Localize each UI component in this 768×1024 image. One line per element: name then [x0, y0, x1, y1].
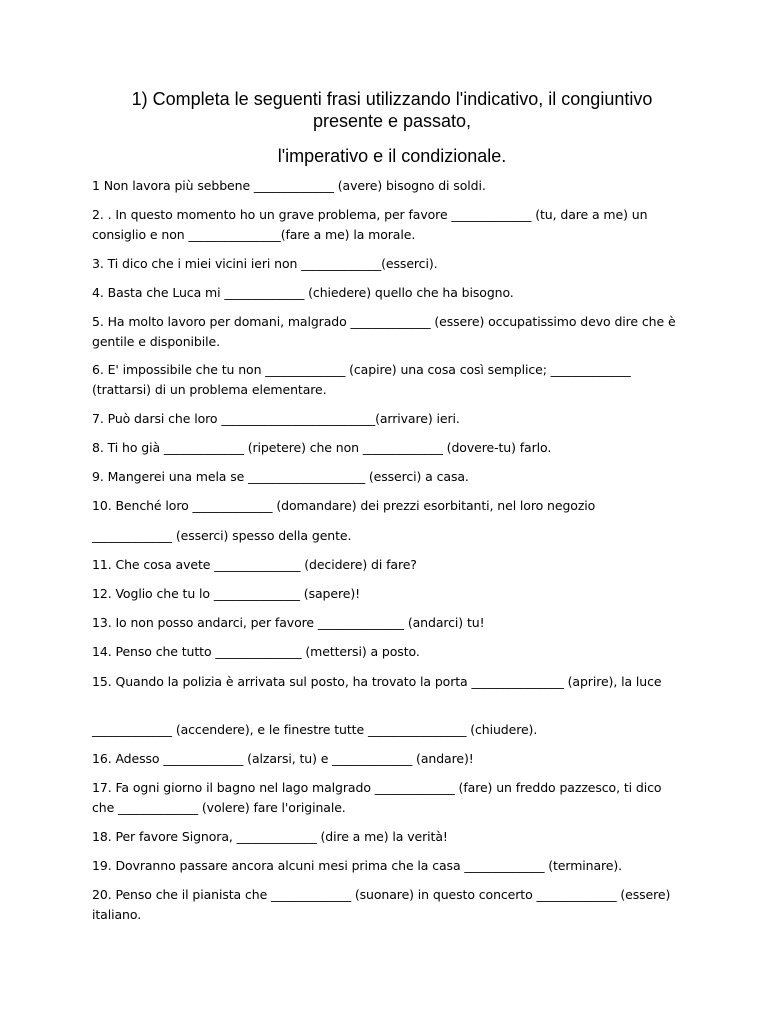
exercise-item-18: 18. Per favore Signora, _____________ (dire a me) la verità! [92, 829, 448, 844]
exercise-item-19: 19. Dovranno passare ancora alcuni mesi prima che la casa _____________ (terminare). [92, 858, 623, 873]
exercise-item-1: 1 Non lavora più sebbene _____________ (avere) bisogno di soldi. [92, 178, 486, 193]
exercise-item-15-continued: _____________ (accendere), e le finestre tutte ________________ (chiudere). [92, 722, 538, 737]
exercise-item-9: 9. Mangerei una mela se ___________________ (esserci) a casa. [92, 469, 469, 484]
exercise-item-20: 20. Penso che il pianista che _____________ (suonare) in questo concerto _____________ (essere) italiano. [92, 887, 671, 922]
exercise-item-17: 17. Fa ogni giorno il bagno nel lago malgrado _____________ (fare) un freddo pazzesco, ti dico che _____________ (volere) fare l'originale. [92, 780, 662, 815]
exercise-item-5: 5. Ha molto lavoro per domani, malgrado _____________ (essere) occupatissimo devo dire che è gentile e disponibile. [92, 314, 676, 349]
exercise-item-6: 6. E' impossibile che tu non _____________ (capire) una cosa così semplice; _____________ (trattarsi) di un problema elementare. [92, 362, 631, 397]
exercise-item-12: 12. Voglio che tu lo ______________ (sapere)! [92, 586, 361, 601]
exercise-heading-line-1: 1) Completa le seguenti frasi utilizzando l'indicativo, il congiuntivo [131, 89, 653, 109]
exercise-item-11: 11. Che cosa avete ______________ (decidere) di fare? [92, 557, 417, 572]
exercise-heading-line-3: l'imperativo e il condizionale. [277, 146, 507, 166]
exercise-item-13: 13. Io non posso andarci, per favore ______________ (andarci) tu! [92, 615, 485, 630]
exercise-item-3: 3. Ti dico che i miei vicini ieri non _____________(esserci). [92, 256, 438, 271]
exercise-item-10-continued: _____________ (esserci) spesso della gente. [92, 528, 352, 543]
exercise-item-7: 7. Può darsi che loro _________________________(arrivare) ieri. [92, 411, 460, 426]
exercise-item-15: 15. Quando la polizia è arrivata sul posto, ha trovato la porta _______________ (aprire), la luce [92, 674, 662, 689]
exercise-heading-line-2: presente e passato, [312, 111, 472, 131]
exercise-item-14: 14. Penso che tutto ______________ (mettersi) a posto. [92, 644, 420, 659]
exercise-item-2: 2. . In questo momento ho un grave problema, per favore _____________ (tu, dare a me) un consiglio e non _______________(fare a me) la morale. [92, 207, 648, 242]
exercise-item-8: 8. Ti ho già _____________ (ripetere) che non _____________ (dovere-tu) farlo. [92, 440, 552, 455]
exercise-item-16: 16. Adesso _____________ (alzarsi, tu) e _____________ (andare)! [92, 751, 474, 766]
exercise-item-10: 10. Benché loro _____________ (domandare) dei prezzi esorbitanti, nel loro negozio [92, 498, 596, 513]
exercise-item-4: 4. Basta che Luca mi _____________ (chiedere) quello che ha bisogno. [92, 285, 514, 300]
